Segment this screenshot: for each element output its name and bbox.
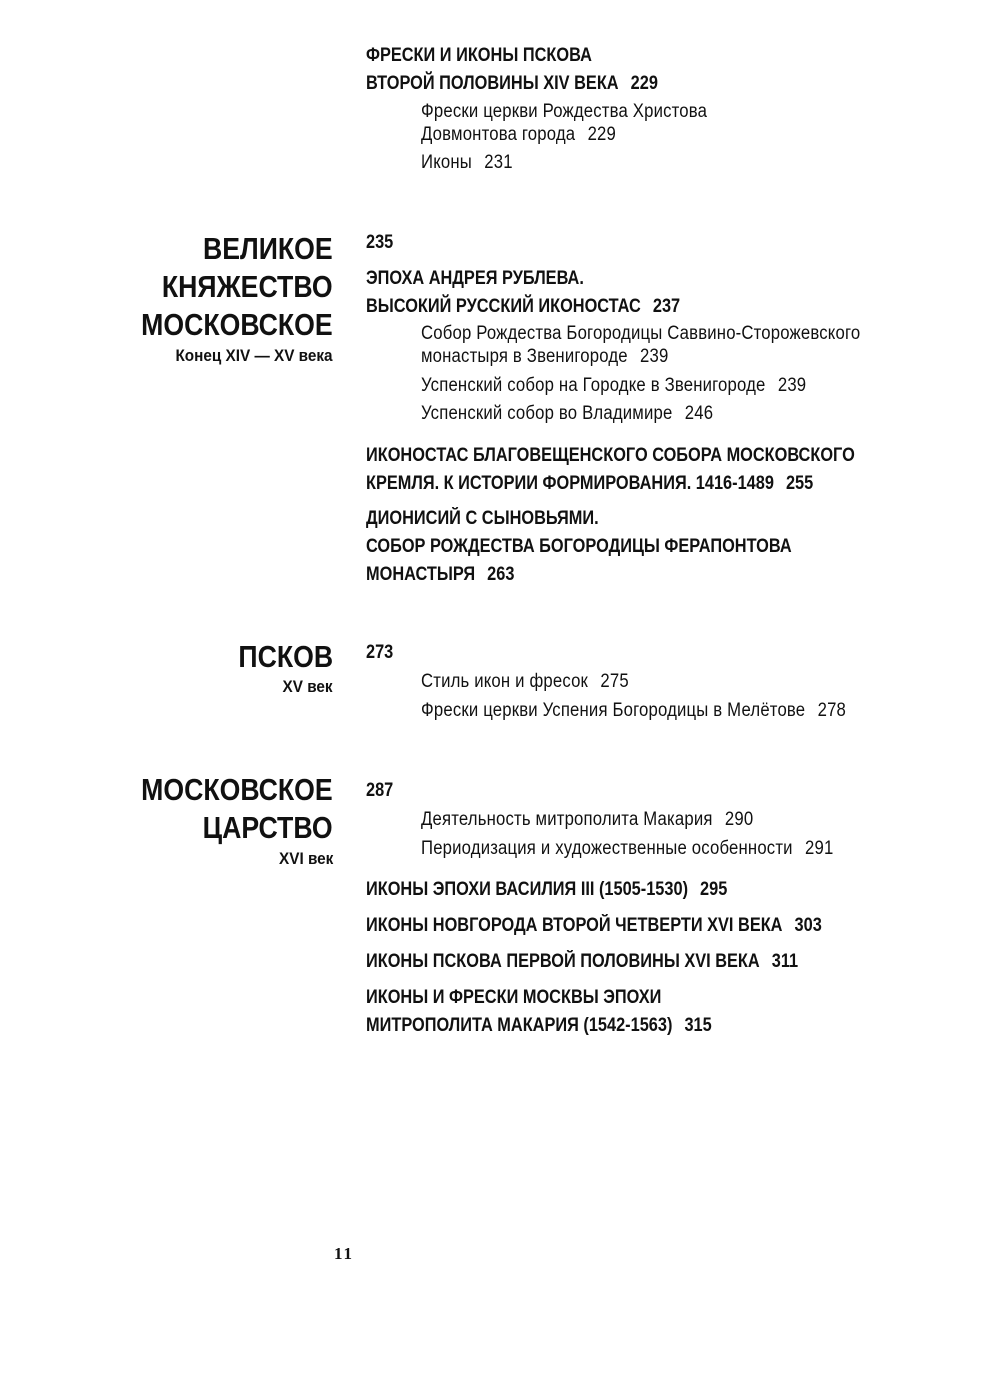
page-folio: 11 [334, 1244, 355, 1263]
chapter-line: ФРЕСКИ И ИКОНЫ ПСКОВА [366, 45, 592, 66]
section-line: Иконы 231 [421, 152, 513, 173]
page-number: 229 [630, 73, 658, 94]
section-line: Довмонтова города 229 [421, 124, 617, 145]
page-number: 229 [587, 124, 617, 145]
toc-section [421, 670, 629, 693]
page-number: 255 [785, 473, 814, 494]
part-page-number: 235 [366, 232, 394, 253]
chapter-line: МОНАСТЫРЯ 263 [366, 564, 515, 585]
toc-section [421, 699, 846, 722]
toc-section [421, 402, 713, 425]
section-line: Фрески церкви Рождества Христова [421, 101, 708, 122]
page-number: 237 [652, 296, 681, 317]
part-title-line: МОСКОВСКОЕ [141, 307, 333, 342]
chapter-line: ИКОНОСТАС БЛАГОВЕЩЕНСКОГО СОБОРА МОСКОВСКОГО [366, 445, 855, 466]
page-number: 295 [700, 879, 728, 900]
page-number: 275 [600, 671, 629, 692]
part-title [142, 771, 333, 847]
page-number: 311 [771, 951, 799, 972]
toc-chapter [366, 984, 712, 1040]
toc-chapter [366, 505, 792, 589]
toc-section [421, 374, 806, 397]
toc-chapter-pskov-14c [366, 42, 658, 98]
part-title-line: ПСКОВ [238, 639, 333, 674]
page-number: 291 [804, 838, 834, 859]
chapter-line: ИКОНЫ И ФРЕСКИ МОСКВЫ ЭПОХИ [366, 987, 662, 1008]
part-title [238, 638, 333, 676]
toc-section [421, 808, 753, 831]
part-subtitle: XVI век [278, 849, 333, 868]
chapter-line: ВЫСОКИЙ РУССКИЙ ИКОНОСТАС 237 [366, 296, 681, 317]
chapter-line: ЭПОХА АНДРЕЯ РУБЛЕВА. [366, 268, 584, 289]
section-line: Успенский собор на Городке в Звенигороде 239 [421, 375, 807, 396]
chapter-line: ДИОНИСИЙ С СЫНОВЬЯМИ. [366, 508, 599, 529]
part-title-line: МОСКОВСКОЕ [141, 772, 333, 807]
page-number: 231 [484, 152, 513, 173]
chapter-line: МИТРОПОЛИТА МАКАРИЯ (1542-1563) 315 [366, 1015, 712, 1036]
chapter-line: ВТОРОЙ ПОЛОВИНЫ XIV ВЕКА 229 [366, 73, 658, 94]
part-page-number: 273 [366, 642, 394, 663]
toc-section [421, 837, 833, 860]
part-title-line: КНЯЖЕСТВО [162, 269, 333, 304]
part-title-line: ВЕЛИКОЕ [203, 231, 333, 266]
page-number: 239 [777, 375, 807, 396]
part-subtitle: XV век [282, 677, 333, 696]
part-title-line: ЦАРСТВО [202, 810, 333, 845]
section-line: Собор Рождества Богородицы Саввино-Сторожевского [421, 323, 861, 344]
toc-chapter [366, 948, 798, 976]
toc-section [421, 322, 860, 368]
page-number: 278 [817, 700, 847, 721]
page-number: 246 [684, 403, 714, 424]
section-line: монастыря в Звенигороде 239 [421, 346, 669, 367]
toc-section [421, 151, 513, 174]
section-line: Периодизация и художественные особенности 291 [421, 838, 834, 859]
part-title [142, 230, 333, 344]
page-number: 303 [794, 915, 822, 936]
part-subtitle: Конец XIV — XV века [175, 346, 333, 365]
section-line: Успенский собор во Владимире 246 [421, 403, 714, 424]
chapter-line: СОБОР РОЖДЕСТВА БОГОРОДИЦЫ ФЕРАПОНТОВА [366, 536, 792, 557]
section-line: Фрески церкви Успения Богородицы в Мелётове 278 [421, 700, 847, 721]
toc-chapter [366, 876, 727, 904]
toc-chapter [366, 912, 822, 940]
chapter-line: КРЕМЛЯ. К ИСТОРИИ ФОРМИРОВАНИЯ. 1416-1489 255 [366, 473, 814, 494]
page-number: 263 [487, 564, 515, 585]
toc-chapter [366, 265, 680, 321]
page-number: 239 [640, 346, 669, 367]
part-page-number: 287 [366, 780, 394, 801]
page-number: 315 [684, 1015, 712, 1036]
section-line: Стиль икон и фресок 275 [421, 671, 629, 692]
chapter-line: ИКОНЫ НОВГОРОДА ВТОРОЙ ЧЕТВЕРТИ XVI ВЕКА 303 [366, 915, 822, 936]
toc-section [421, 100, 707, 146]
toc-chapter [366, 442, 855, 498]
page-number: 290 [724, 809, 754, 830]
chapter-line: ИКОНЫ ЭПОХИ ВАСИЛИЯ III (1505-1530) 295 [366, 879, 728, 900]
section-line: Деятельность митрополита Макария 290 [421, 809, 754, 830]
chapter-line: ИКОНЫ ПСКОВА ПЕРВОЙ ПОЛОВИНЫ XVI ВЕКА 311 [366, 951, 799, 972]
